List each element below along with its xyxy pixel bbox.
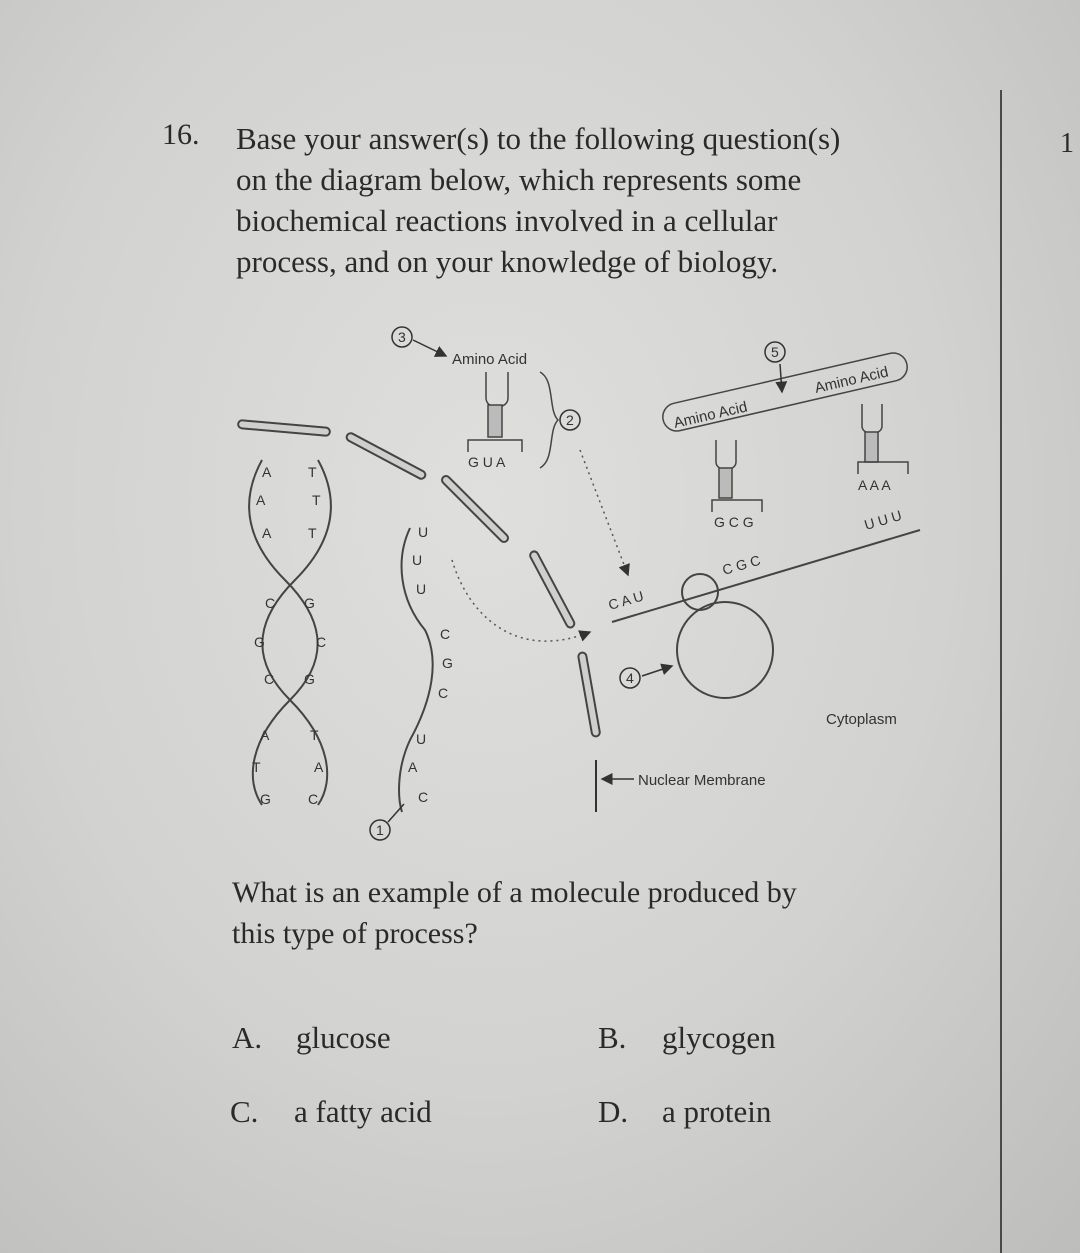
dna-base: C (316, 634, 327, 650)
dna-base: G (254, 634, 265, 650)
dna-base: G (304, 671, 315, 687)
question-prompt (232, 872, 952, 954)
mrna-base: G (442, 655, 453, 671)
dna-double-helix (249, 460, 331, 805)
amino-acid-label-right: Amino Acid (813, 363, 891, 397)
stem-line: biochemical reactions involved in a cellular (236, 203, 778, 238)
dna-right-strand-bases (304, 464, 326, 807)
prompt-line: What is an example of a molecule produced by (232, 876, 797, 909)
choice-text: a fatty acid (294, 1094, 432, 1129)
dna-base: T (308, 525, 317, 541)
mrna-base: U (416, 581, 427, 597)
choice-letter: B. (598, 1020, 627, 1055)
marker-4-arrow (642, 666, 672, 676)
marker-1-pointer (388, 804, 404, 822)
dna-base: C (308, 791, 319, 807)
nuclear-membrane (238, 420, 601, 737)
choice-c[interactable] (230, 1094, 432, 1130)
edge-page-number: 1 (1060, 128, 1074, 159)
dna-base: T (308, 464, 317, 480)
dna-base: G (304, 595, 315, 611)
dna-base: T (310, 727, 319, 743)
question-number: 16. (162, 118, 200, 151)
mrna-codon: C G C (720, 551, 763, 578)
choice-text: glucose (296, 1020, 391, 1055)
marker-1-label: 1 (376, 822, 384, 838)
mrna-base: C (438, 685, 449, 701)
marker-3-arrow (413, 340, 446, 356)
mrna-strand-bases (408, 524, 453, 805)
choice-letter: A. (232, 1020, 263, 1055)
trna-molecule-left (712, 440, 762, 512)
trna-anticodon-left: G C G (714, 514, 754, 530)
mrna-base: U (418, 524, 429, 540)
marker-5-label: 5 (771, 344, 779, 360)
mrna-codon: C A U (606, 587, 646, 613)
dna-base: G (260, 791, 271, 807)
trna-anticodon-2: G U A (468, 454, 506, 470)
marker-4-label: 4 (626, 670, 634, 686)
trna-path (580, 450, 628, 575)
mrna-base: U (416, 731, 427, 747)
marker-3-label: 3 (398, 329, 406, 345)
dna-base: A (262, 464, 272, 480)
stem-line: Base your answer(s) to the following question(s) (236, 121, 841, 156)
dna-base: C (265, 595, 276, 611)
dna-base: A (314, 759, 324, 775)
mrna-exit-path (452, 560, 590, 641)
dna-base: A (262, 525, 272, 541)
dna-base: C (264, 671, 275, 687)
ribosome-large (677, 602, 773, 698)
choice-b[interactable] (598, 1020, 776, 1056)
prompt-line: this type of process? (232, 917, 478, 950)
trna-anticodon-right: A A A (858, 477, 891, 493)
dna-base: T (312, 492, 321, 508)
mrna-cytoplasm (612, 530, 920, 622)
trna-molecule-right (858, 404, 908, 474)
stem-line: process, and on your knowledge of biology. (236, 244, 779, 279)
dna-base: A (256, 492, 266, 508)
stem-line: on the diagram below, which represents some (236, 162, 802, 197)
choice-text: a protein (662, 1094, 772, 1129)
choice-d[interactable] (598, 1094, 771, 1130)
amino-acid-label-3: Amino Acid (452, 351, 528, 368)
choice-text: glycogen (662, 1020, 776, 1055)
choice-letter: C. (230, 1094, 259, 1129)
cytoplasm-label: Cytoplasm (826, 711, 897, 728)
dna-base: A (260, 727, 270, 743)
trna-molecule-2 (468, 372, 522, 452)
trna-brace (540, 372, 558, 468)
amino-acid-label-left: Amino Acid (672, 398, 750, 432)
marker-2-label: 2 (566, 412, 574, 428)
mrna-base: U (412, 552, 423, 568)
dna-base: T (252, 759, 261, 775)
choice-a[interactable] (232, 1020, 391, 1056)
nuclear-membrane-label: Nuclear Membrane (638, 772, 766, 789)
choice-letter: D. (598, 1094, 629, 1129)
marker-5-arrow (780, 364, 782, 392)
mrna-base: C (440, 626, 451, 642)
mrna-codon: U U U (862, 506, 904, 533)
mrna-base: A (408, 759, 418, 775)
mrna-base: C (418, 789, 429, 805)
